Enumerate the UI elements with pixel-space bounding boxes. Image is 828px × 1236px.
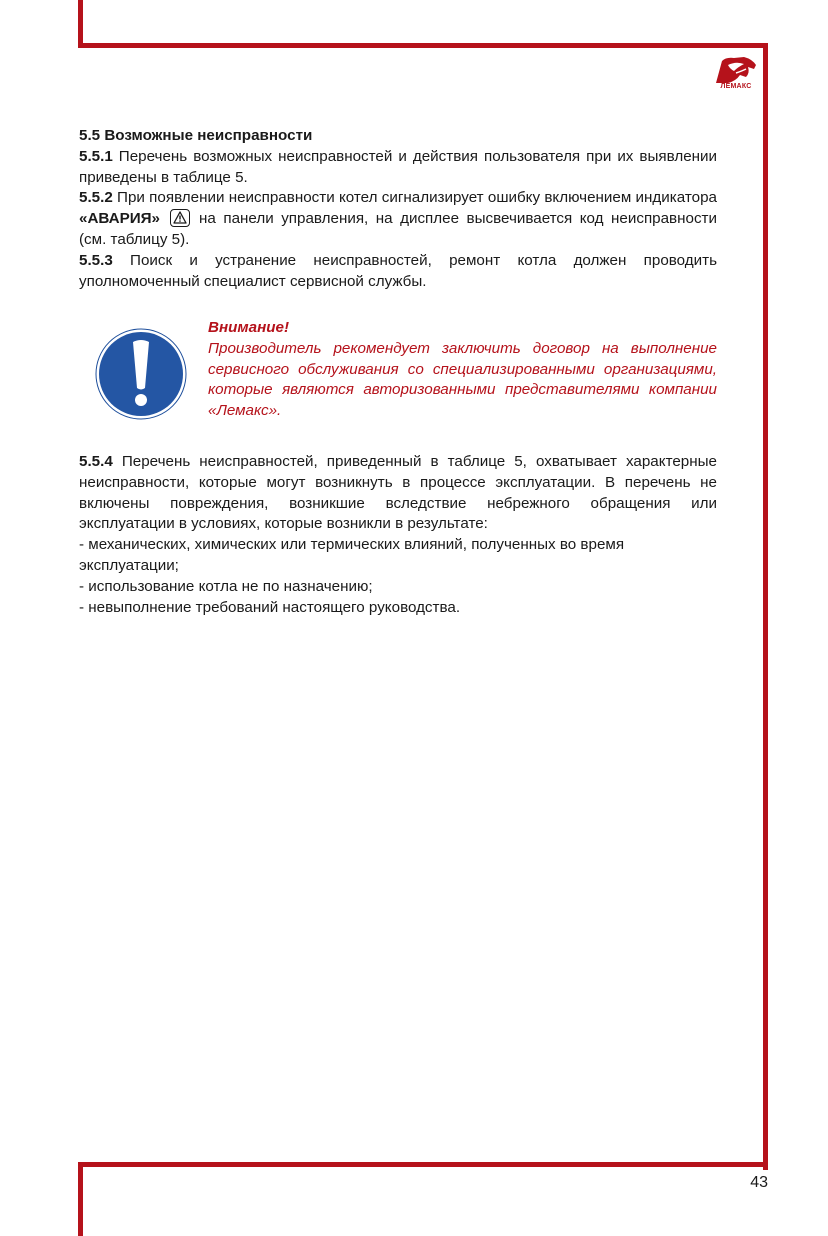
frame-line-bottom-left bbox=[78, 1162, 83, 1236]
section-content-2 bbox=[79, 452, 717, 618]
paragraph-number: 5.5.1 bbox=[79, 147, 113, 165]
paragraph-text: Поиск и устранение неисправностей, ремонт котла должен проводить уполномоченный специалист сервисной службы. bbox=[79, 251, 717, 290]
frame-line-right bbox=[763, 43, 768, 1170]
logo-text: ЛЕМАКС bbox=[720, 83, 752, 90]
list-item: - механических, химических или термических влияний, полученных во время эксплуатации; bbox=[79, 536, 625, 574]
list-item: - использование котла не по назначению; bbox=[79, 577, 373, 595]
paragraph-text: Перечень неисправностей, приведенный в таблице 5, охватывает характерные неисправности, которые могут возникнуть в процессе эксплуатации. В перечень не включены повреждения, возникшие вследствие небрежного обращения или эксплуатации в условиях, которые возникли в результате: bbox=[79, 453, 717, 533]
paragraph-text: на панели управления, на дисплее высвечивается код неисправности (см. таблицу 5). bbox=[79, 210, 717, 248]
notice-title: Внимание! bbox=[208, 319, 290, 336]
paragraph-number: 5.5.3 bbox=[79, 251, 113, 269]
warning-triangle-icon bbox=[170, 209, 190, 227]
exclamation-circle-icon bbox=[95, 328, 187, 420]
frame-line-top-left bbox=[78, 0, 83, 48]
paragraph-5-5-3 bbox=[79, 251, 717, 293]
paragraph-5-5-4 bbox=[79, 452, 717, 535]
list-item: - невыполнение требований настоящего руководства. bbox=[79, 598, 461, 616]
page-number: 43 bbox=[750, 1174, 768, 1191]
indicator-label: «АВАРИЯ» bbox=[79, 210, 161, 228]
notice-text-block bbox=[208, 318, 717, 422]
frame-line-bottom bbox=[78, 1162, 768, 1167]
paragraph-number: 5.5.2 bbox=[79, 189, 113, 207]
paragraph-text: При появлении неисправности котел сигнализирует ошибку включением индикатора bbox=[112, 189, 717, 207]
section-content bbox=[79, 126, 717, 292]
attention-notice bbox=[79, 318, 717, 430]
paragraph-number: 5.5.4 bbox=[79, 453, 113, 470]
frame-line-top bbox=[78, 43, 768, 48]
paragraph-text: Перечень возможных неисправностей и действия пользователя при их выявлении приведены в таблице 5. bbox=[79, 147, 717, 186]
section-title: 5.5 Возможные неисправности bbox=[79, 127, 313, 144]
paragraph-5-5-1 bbox=[79, 147, 717, 189]
paragraph-5-5-2 bbox=[79, 188, 717, 250]
notice-body: Производитель рекомендует заключить договор на выполнение сервисного обслуживания со специализированными организациями, которые являются авторизованными представителями компании «Лемакс». bbox=[208, 339, 717, 420]
